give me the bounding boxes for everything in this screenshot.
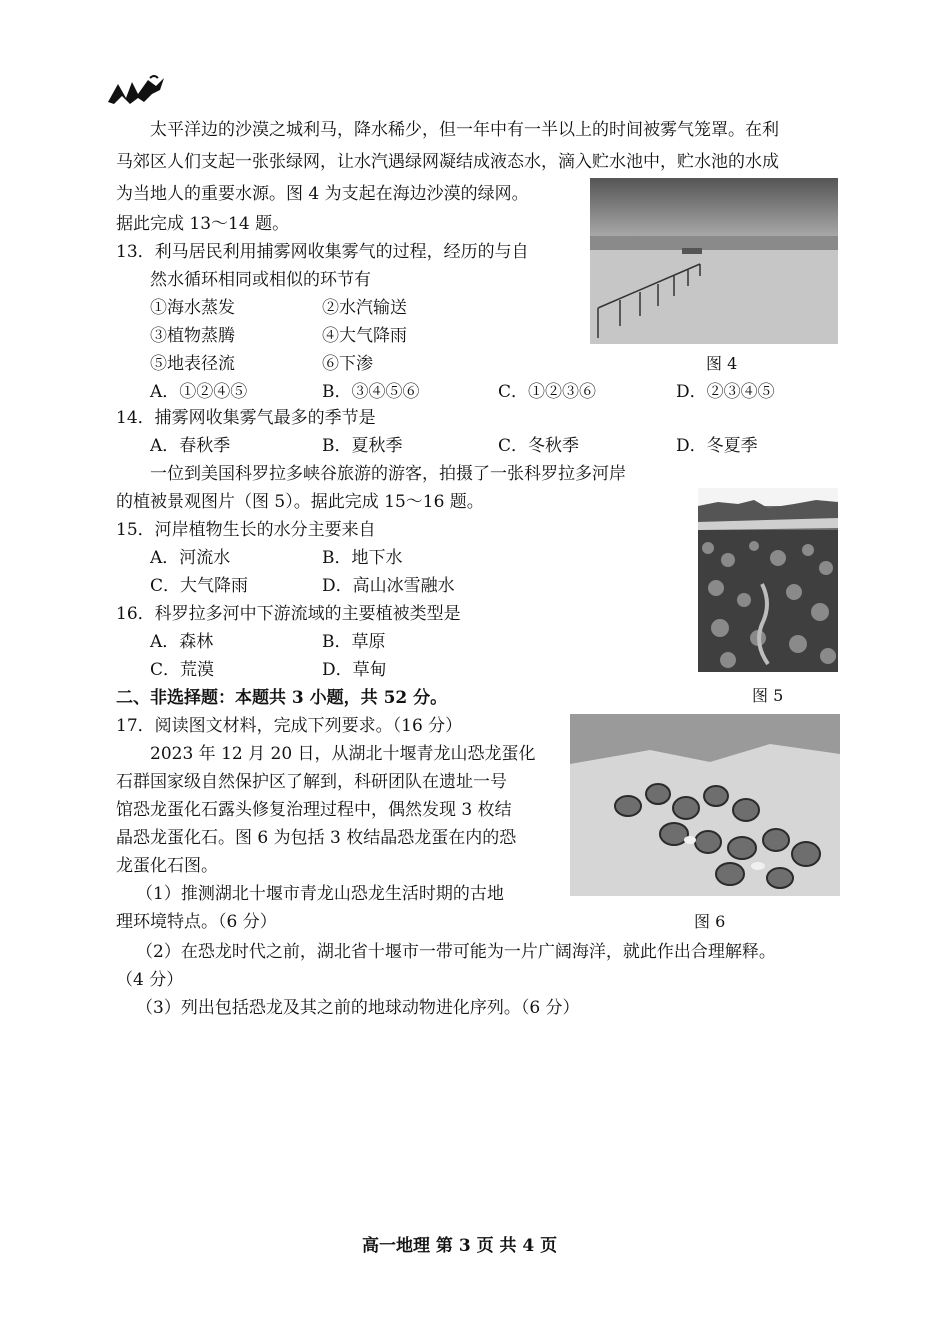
q13-stem-line2: 然水循环相同或相似的环节有 [150, 270, 371, 290]
q17-sub1-line1: （1）推测湖北十堰市青龙山恐龙生活时期的古地 [136, 884, 504, 904]
q14-stem: 14．捕雾网收集雾气最多的季节是 [116, 408, 376, 428]
q16-option-a[interactable]: A．森林 [150, 632, 214, 652]
q14-option-c[interactable]: C．冬秋季 [498, 436, 580, 456]
passage1-line3: 为当地人的重要水源。图 4 为支起在海边沙漠的绿网。 [116, 184, 529, 204]
passage1-line2: 马郊区人们支起一张张绿网，让水汽遇绿网凝结成液态水，滴入贮水池中，贮水池的水成 [116, 152, 779, 172]
figure4-caption: 图 4 [706, 354, 738, 373]
figure5-photo [698, 488, 838, 672]
figure4-photo [590, 178, 838, 344]
publisher-logo [104, 72, 168, 108]
q17-passage-line5: 龙蛋化石图。 [116, 856, 218, 876]
figure6-caption: 图 6 [694, 912, 726, 931]
q13-option-a[interactable]: A．①②④⑤ [150, 382, 248, 402]
q17-passage-line4: 晶恐龙蛋化石。图 6 为包括 3 枚结晶恐龙蛋在内的恐 [116, 828, 517, 848]
page-footer: 高一地理 第 3 页 共 4 页 [362, 1236, 558, 1256]
q17-sub1-line2: 理环境特点。（6 分） [116, 912, 277, 932]
q14-option-d[interactable]: D．冬夏季 [676, 436, 758, 456]
q16-option-d[interactable]: D．草甸 [322, 660, 387, 680]
passage2-line1: 一位到美国科罗拉多峡谷旅游的游客，拍摄了一张科罗拉多河岸 [150, 464, 626, 484]
passage1-line1: 太平洋边的沙漠之城利马，降水稀少，但一年中有一半以上的时间被雾气笼罩。在利 [150, 120, 779, 140]
q13-option-c[interactable]: C．①②③⑥ [498, 382, 597, 402]
q13-item: ⑤地表径流 [150, 354, 235, 374]
q13-stem-line1: 13．利马居民利用捕雾网收集雾气的过程，经历的与自 [116, 242, 529, 262]
q15-option-c[interactable]: C．大气降雨 [150, 576, 249, 596]
q13-item: ③植物蒸腾 [150, 326, 235, 346]
q17-passage-line1: 2023 年 12 月 20 日，从湖北十堰青龙山恐龙蛋化 [150, 744, 536, 764]
q17-passage-line3: 馆恐龙蛋化石露头修复治理过程中，偶然发现 3 枚结 [116, 800, 512, 820]
q14-option-b[interactable]: B．夏秋季 [322, 436, 403, 456]
q14-option-a[interactable]: A．春秋季 [150, 436, 231, 456]
q13-option-d[interactable]: D．②③④⑤ [676, 382, 775, 402]
figure5-caption: 图 5 [752, 686, 784, 705]
q15-option-d[interactable]: D．高山冰雪融水 [322, 576, 455, 596]
q16-option-c[interactable]: C．荒漠 [150, 660, 215, 680]
figure6-photo [570, 714, 840, 896]
q15-option-a[interactable]: A．河流水 [150, 548, 231, 568]
q17-sub2-line1: （2）在恐龙时代之前，湖北省十堰市一带可能为一片广阔海洋，就此作出合理解释。 [136, 942, 776, 962]
q13-item: ②水汽输送 [322, 298, 407, 318]
q16-stem: 16．科罗拉多河中下游流域的主要植被类型是 [116, 604, 461, 624]
passage1-line4: 据此完成 13～14 题。 [116, 214, 290, 234]
q15-stem: 15．河岸植物生长的水分主要来自 [116, 520, 376, 540]
passage2-line2: 的植被景观图片（图 5）。据此完成 15～16 题。 [116, 492, 484, 512]
q15-option-b[interactable]: B．地下水 [322, 548, 403, 568]
q17-sub3: （3）列出包括恐龙及其之前的地球动物进化序列。（6 分） [136, 998, 580, 1018]
q17-passage-line2: 石群国家级自然保护区了解到，科研团队在遗址一号 [116, 772, 507, 792]
q13-item: ⑥下渗 [322, 354, 373, 374]
q17-sub2-line2: （4 分） [116, 970, 184, 990]
q17-stem: 17．阅读图文材料，完成下列要求。（16 分） [116, 716, 463, 736]
q13-option-b[interactable]: B．③④⑤⑥ [322, 382, 420, 402]
q13-item: ④大气降雨 [322, 326, 407, 346]
section2-title: 二、非选择题：本题共 3 小题，共 52 分。 [116, 688, 448, 708]
q16-option-b[interactable]: B．草原 [322, 632, 386, 652]
q13-item: ①海水蒸发 [150, 298, 235, 318]
